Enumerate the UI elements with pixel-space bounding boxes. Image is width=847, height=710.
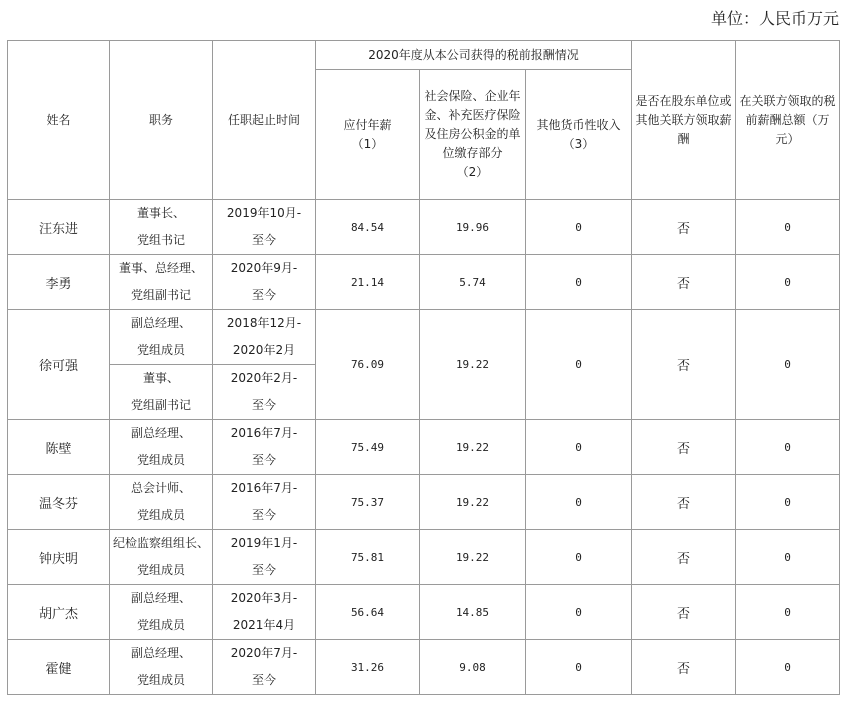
header-payable-salary-label: 应付年薪 bbox=[343, 117, 392, 132]
cell-tenure-line: 2020年3月- bbox=[230, 591, 298, 605]
cell-position-line: 党组副书记 bbox=[130, 288, 191, 302]
cell-name: 李勇 bbox=[8, 255, 110, 310]
cell-related-total: 0 bbox=[736, 475, 840, 530]
cell-position-line: 党组成员 bbox=[136, 563, 185, 577]
cell-related-total: 0 bbox=[736, 200, 840, 255]
cell-insurance: 5.74 bbox=[420, 255, 526, 310]
header-related-total bbox=[736, 41, 840, 200]
cell-tenure bbox=[213, 310, 316, 365]
cell-insurance: 19.22 bbox=[420, 530, 526, 585]
cell-related-party: 否 bbox=[632, 475, 736, 530]
header-related-party bbox=[632, 41, 736, 200]
cell-position bbox=[110, 420, 213, 475]
cell-tenure bbox=[213, 530, 316, 585]
cell-position-line: 总会计师、 bbox=[130, 481, 191, 495]
cell-position bbox=[110, 475, 213, 530]
cell-tenure-line: 2019年1月- bbox=[230, 536, 298, 550]
cell-related-party: 否 bbox=[632, 255, 736, 310]
cell-tenure-line: 至今 bbox=[251, 288, 276, 302]
cell-position bbox=[110, 200, 213, 255]
cell-name: 汪东进 bbox=[8, 200, 110, 255]
cell-tenure bbox=[213, 475, 316, 530]
cell-related-total: 0 bbox=[736, 530, 840, 585]
header-payable-salary bbox=[316, 70, 420, 200]
header-other-income-no: （3） bbox=[562, 136, 595, 151]
header-social-insurance-no: （2） bbox=[456, 165, 489, 179]
table-row bbox=[8, 530, 840, 558]
cell-related-total: 0 bbox=[736, 420, 840, 475]
header-related-party-line: 其他关联方领取薪 bbox=[635, 112, 732, 127]
cell-tenure bbox=[213, 420, 316, 475]
header-related-total-line: 前薪酬总额（万 bbox=[745, 112, 830, 127]
cell-position-line: 党组副书记 bbox=[130, 398, 191, 412]
cell-salary: 75.49 bbox=[316, 420, 420, 475]
cell-tenure bbox=[213, 255, 316, 310]
header-social-insurance-line: 社会保险、企业年 bbox=[424, 89, 521, 103]
table-row bbox=[8, 255, 840, 283]
cell-related-total: 0 bbox=[736, 255, 840, 310]
cell-insurance: 9.08 bbox=[420, 640, 526, 695]
header-social-insurance-line: 及住房公积金的单 bbox=[424, 127, 521, 141]
cell-related-total: 0 bbox=[736, 585, 840, 640]
cell-salary: 75.37 bbox=[316, 475, 420, 530]
cell-tenure bbox=[213, 640, 316, 695]
cell-position-line: 党组成员 bbox=[136, 343, 185, 357]
cell-position-line: 党组成员 bbox=[136, 508, 185, 522]
cell-position bbox=[110, 530, 213, 585]
cell-tenure-line: 2020年7月- bbox=[230, 646, 298, 660]
cell-position-line: 董事长、 bbox=[136, 206, 185, 220]
cell-related-party: 否 bbox=[632, 310, 736, 420]
header-group-title: 2020年度从本公司获得的税前报酬情况 bbox=[316, 41, 632, 70]
unit-label: 单位：人民币万元 bbox=[710, 9, 839, 28]
cell-position bbox=[110, 585, 213, 640]
cell-tenure-line: 至今 bbox=[251, 453, 276, 467]
cell-other-income: 0 bbox=[526, 200, 632, 255]
cell-position-line: 董事、总经理、 bbox=[118, 261, 203, 275]
cell-position bbox=[110, 640, 213, 695]
cell-tenure-line: 至今 bbox=[251, 398, 276, 412]
cell-name: 徐可强 bbox=[8, 310, 110, 420]
cell-position bbox=[110, 310, 213, 365]
compensation-table bbox=[7, 40, 840, 695]
table-row bbox=[8, 585, 840, 613]
cell-related-party: 否 bbox=[632, 640, 736, 695]
cell-other-income: 0 bbox=[526, 420, 632, 475]
cell-other-income: 0 bbox=[526, 640, 632, 695]
cell-position-line: 党组成员 bbox=[136, 618, 185, 632]
cell-related-party: 否 bbox=[632, 200, 736, 255]
cell-insurance: 14.85 bbox=[420, 585, 526, 640]
cell-other-income: 0 bbox=[526, 475, 632, 530]
cell-name: 钟庆明 bbox=[8, 530, 110, 585]
cell-salary: 56.64 bbox=[316, 585, 420, 640]
header-other-income-label: 其他货币性收入 bbox=[536, 117, 621, 132]
table-row bbox=[8, 475, 840, 503]
cell-insurance: 19.22 bbox=[420, 310, 526, 420]
table-row bbox=[8, 640, 840, 668]
cell-position bbox=[110, 255, 213, 310]
cell-tenure-line: 至今 bbox=[251, 233, 276, 247]
cell-tenure-line: 2016年7月- bbox=[230, 426, 298, 440]
table-row bbox=[8, 420, 840, 448]
cell-related-party: 否 bbox=[632, 530, 736, 585]
header-position: 职务 bbox=[110, 41, 213, 200]
cell-salary: 76.09 bbox=[316, 310, 420, 420]
header-payable-salary-no: （1） bbox=[351, 136, 384, 151]
cell-insurance: 19.22 bbox=[420, 475, 526, 530]
cell-position-line: 纪检监察组组长、 bbox=[112, 536, 209, 550]
cell-tenure bbox=[213, 365, 316, 420]
header-related-total-line: 在关联方领取的税 bbox=[739, 93, 836, 108]
header-social-insurance bbox=[420, 70, 526, 200]
cell-other-income: 0 bbox=[526, 585, 632, 640]
table-row bbox=[8, 200, 840, 228]
cell-tenure-line: 2020年2月 bbox=[232, 343, 296, 357]
header-related-party-line: 是否在股东单位或 bbox=[635, 93, 732, 108]
cell-tenure-line: 2016年7月- bbox=[230, 481, 298, 495]
header-related-total-line: 元） bbox=[775, 131, 800, 146]
cell-salary: 84.54 bbox=[316, 200, 420, 255]
cell-position-line: 党组成员 bbox=[136, 673, 185, 687]
cell-insurance: 19.22 bbox=[420, 420, 526, 475]
cell-tenure-line: 2021年4月 bbox=[232, 618, 296, 632]
cell-salary: 31.26 bbox=[316, 640, 420, 695]
cell-position-line: 副总经理、 bbox=[130, 426, 191, 440]
cell-related-total: 0 bbox=[736, 640, 840, 695]
cell-related-party: 否 bbox=[632, 585, 736, 640]
cell-other-income: 0 bbox=[526, 310, 632, 420]
cell-position-line: 党组成员 bbox=[136, 453, 185, 467]
cell-other-income: 0 bbox=[526, 255, 632, 310]
cell-position-line: 副总经理、 bbox=[130, 591, 191, 605]
cell-tenure bbox=[213, 585, 316, 640]
cell-related-party: 否 bbox=[632, 420, 736, 475]
cell-related-total: 0 bbox=[736, 310, 840, 420]
cell-name: 胡广杰 bbox=[8, 585, 110, 640]
cell-name: 霍健 bbox=[8, 640, 110, 695]
header-name: 姓名 bbox=[8, 41, 110, 200]
cell-tenure-line: 2018年12月- bbox=[226, 316, 302, 330]
cell-other-income: 0 bbox=[526, 530, 632, 585]
header-related-party-line: 酬 bbox=[677, 131, 690, 146]
table-row bbox=[8, 310, 840, 338]
header-social-insurance-line: 金、补充医疗保险 bbox=[424, 108, 521, 122]
header-other-income bbox=[526, 70, 632, 200]
cell-tenure-line: 至今 bbox=[251, 508, 276, 522]
cell-position-line: 副总经理、 bbox=[130, 646, 191, 660]
cell-tenure-line: 至今 bbox=[251, 563, 276, 577]
cell-position-line: 副总经理、 bbox=[130, 316, 191, 330]
cell-name: 陈壁 bbox=[8, 420, 110, 475]
cell-salary: 75.81 bbox=[316, 530, 420, 585]
header-social-insurance-line: 位缴存部分 bbox=[442, 146, 503, 160]
cell-tenure bbox=[213, 200, 316, 255]
cell-name: 温冬芬 bbox=[8, 475, 110, 530]
cell-tenure-line: 至今 bbox=[251, 673, 276, 687]
cell-position-line: 党组书记 bbox=[136, 233, 185, 247]
cell-position bbox=[110, 365, 213, 420]
cell-position-line: 董事、 bbox=[142, 371, 179, 385]
cell-insurance: 19.96 bbox=[420, 200, 526, 255]
cell-tenure-line: 2019年10月- bbox=[226, 206, 302, 220]
cell-tenure-line: 2020年2月- bbox=[230, 371, 298, 385]
cell-salary: 21.14 bbox=[316, 255, 420, 310]
cell-tenure-line: 2020年9月- bbox=[230, 261, 298, 275]
header-tenure: 任职起止时间 bbox=[213, 41, 316, 200]
